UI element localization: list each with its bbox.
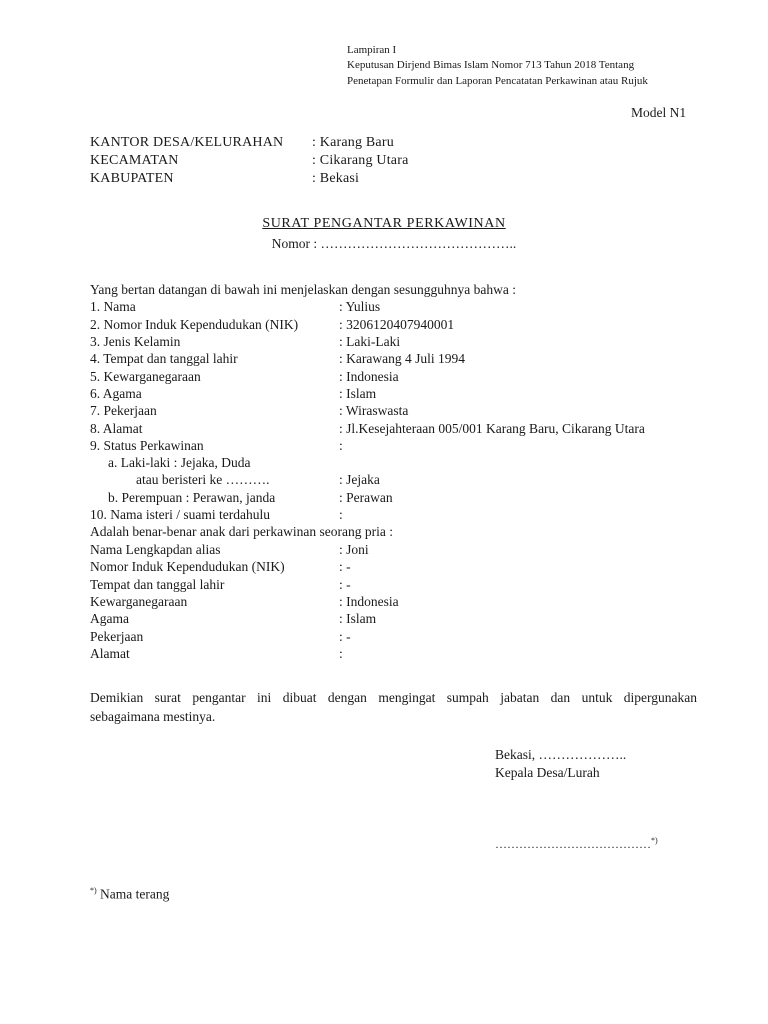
parent-field-row — [90, 646, 710, 663]
document-title — [0, 216, 768, 232]
field-value: : Jl.Kesejahteraan 005/001 Karang Baru, Cikarang Utara — [339, 421, 645, 436]
field-row — [90, 472, 710, 489]
field-value: : — [339, 507, 343, 522]
office-regency-label: KABUPATEN — [90, 171, 174, 186]
closing-statement-line1: Demikian surat pengantar ini dibuat dengan mengingat sumpah jabatan dan untuk dipergunakan — [90, 690, 697, 705]
document-number: Nomor : …………………………………….. — [271, 236, 517, 251]
field-label: 8. Alamat — [90, 421, 143, 436]
field-value: : - — [339, 559, 351, 574]
field-label: Alamat — [90, 646, 130, 661]
footnote — [90, 886, 169, 903]
field-row — [90, 507, 710, 524]
office-district-value: : Cikarang Utara — [312, 153, 409, 168]
field-label: 10. Nama isteri / suami terdahulu — [90, 507, 270, 522]
field-label: b. Perempuan : Perawan, janda — [108, 490, 276, 505]
field-row — [90, 421, 710, 438]
parent-intro: Adalah benar-benar anak dari perkawinan seorang pria : — [90, 524, 393, 539]
field-label: Tempat dan tanggal lahir — [90, 577, 225, 592]
field-value: : — [339, 438, 343, 453]
decree-reference: Keputusan Dirjend Bimas Islam Nomor 713 Tahun 2018 Tentang — [347, 59, 635, 71]
field-row — [90, 490, 710, 507]
field-label: 7. Pekerjaan — [90, 403, 157, 418]
field-value: : 3206120407940001 — [339, 317, 455, 332]
field-row — [90, 334, 710, 351]
closing-statement-line2: sebagaimana mestinya. — [90, 709, 216, 724]
office-regency-value: : Bekasi — [312, 171, 360, 186]
office-village-value: : Karang Baru — [312, 135, 394, 150]
parent-field-row — [90, 629, 710, 646]
office-district-label: KECAMATAN — [90, 153, 179, 168]
field-label: Pekerjaan — [90, 629, 144, 644]
field-value: : Yulius — [339, 299, 381, 314]
field-row — [90, 403, 710, 420]
field-label: 1. Nama — [90, 299, 136, 314]
field-row — [90, 317, 710, 334]
field-label: Nomor Induk Kependudukan (NIK) — [90, 559, 285, 574]
document-title-text: SURAT PENGANTAR PERKAWINAN — [262, 216, 506, 231]
field-label: 6. Agama — [90, 386, 142, 401]
field-value: : Indonesia — [339, 369, 399, 384]
field-label: 4. Tempat dan tanggal lahir — [90, 351, 238, 366]
field-row — [90, 351, 710, 368]
parent-field-row — [90, 559, 710, 576]
field-value: : Indonesia — [339, 594, 399, 609]
parent-field-row — [90, 611, 710, 628]
parent-field-row — [90, 577, 710, 594]
model-code: Model N1 — [631, 105, 687, 120]
field-row — [90, 455, 710, 472]
signature-name-line — [495, 836, 658, 852]
signature-place-date: Bekasi, ……………….. — [495, 747, 627, 762]
footnote-text: Nama terang — [96, 886, 170, 902]
signature-position: Kepala Desa/Lurah — [495, 765, 600, 780]
field-row — [90, 299, 710, 316]
parent-field-row — [90, 542, 710, 559]
field-value: : Islam — [339, 611, 377, 626]
parent-field-row — [90, 594, 710, 611]
office-village-label: KANTOR DESA/KELURAHAN — [90, 135, 284, 150]
field-value: : Joni — [339, 542, 369, 557]
field-label: Agama — [90, 611, 129, 626]
field-label: a. Laki-laki : Jejaka, Duda — [108, 455, 251, 470]
footnote-mark: *) — [90, 886, 97, 895]
field-label: 2. Nomor Induk Kependudukan (NIK) — [90, 317, 299, 332]
field-value: : Jejaka — [339, 472, 380, 487]
field-row — [90, 386, 710, 403]
field-row — [90, 369, 710, 386]
field-value: : - — [339, 629, 351, 644]
field-value: : Islam — [339, 386, 377, 401]
field-label: Nama Lengkapdan alias — [90, 542, 221, 557]
attachment-label: Lampiran I — [347, 44, 397, 56]
intro-statement: Yang bertan datangan di bawah ini menjelaskan dengan sesungguhnya bahwa : — [90, 282, 517, 297]
field-value: : Karawang 4 Juli 1994 — [339, 351, 465, 366]
field-row — [90, 438, 710, 455]
signature-dots: ………………………………… — [495, 837, 651, 851]
field-label: 5. Kewarganegaraan — [90, 369, 201, 384]
field-label: 3. Jenis Kelamin — [90, 334, 181, 349]
field-value: : Perawan — [339, 490, 393, 505]
field-value: : Laki-Laki — [339, 334, 401, 349]
field-value: : Wiraswasta — [339, 403, 409, 418]
field-label: 9. Status Perkawinan — [90, 438, 204, 453]
field-value: : - — [339, 577, 351, 592]
decree-subject: Penetapan Formulir dan Laporan Pencatatan Perkawinan atau Rujuk — [347, 75, 648, 87]
signature-note-mark: *) — [651, 836, 658, 845]
field-value: : — [339, 646, 343, 661]
field-label: atau beristeri ke ………. — [136, 472, 270, 487]
field-label: Kewarganegaraan — [90, 594, 188, 609]
